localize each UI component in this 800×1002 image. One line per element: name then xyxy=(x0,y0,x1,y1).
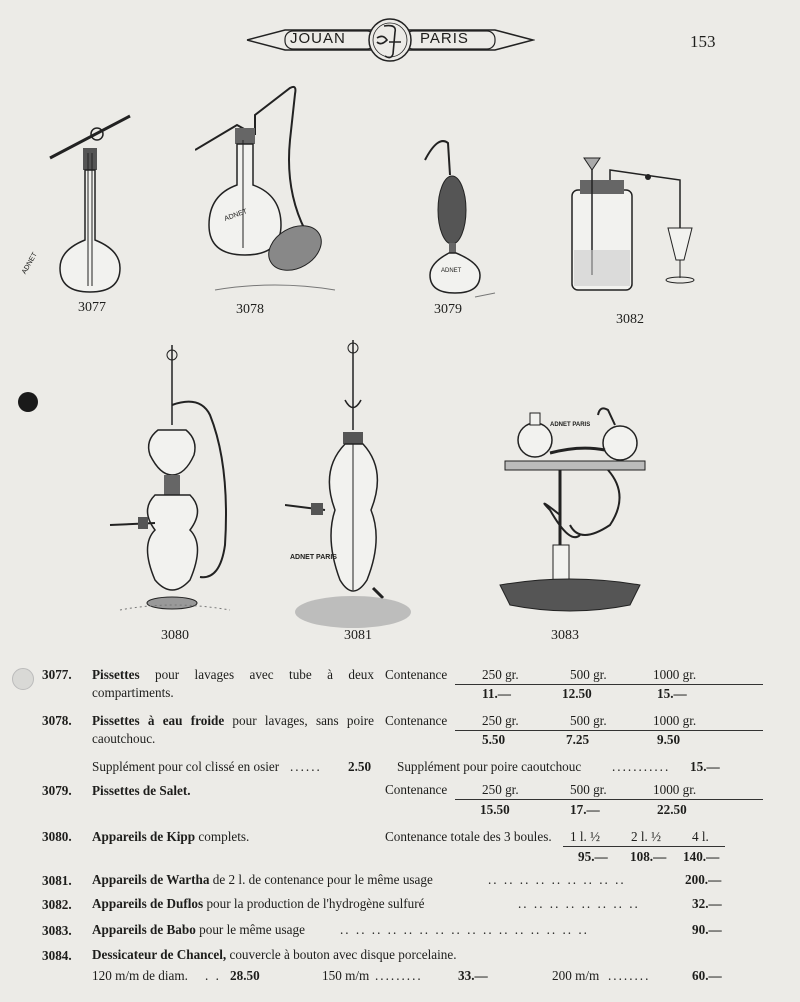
size-3080-1: 1 l. ½ xyxy=(570,829,601,844)
leader-3084-1: . . xyxy=(205,968,221,983)
capacity-label-3077: Contenance xyxy=(385,667,448,682)
price-3077-2: 12.50 xyxy=(562,686,592,701)
entry-title-3082: Appareils de Duflos xyxy=(92,896,204,911)
adnet-paris-mark-3081: ADNET PARIS xyxy=(290,554,337,561)
capacity-label-3079: Contenance xyxy=(385,782,448,797)
entry-desc-3077 xyxy=(92,666,374,702)
entry-text-3077: pour lavages avec tube à deux compartiments. xyxy=(92,667,374,700)
adnet-mark-3077: ADNET xyxy=(20,251,39,276)
size-3080-3: 4 l. xyxy=(692,829,709,844)
entry-text-3083: pour le même usage xyxy=(195,922,305,937)
entry-title-3079: Pissettes de Salet. xyxy=(92,783,191,798)
price-3078-3: 9.50 xyxy=(657,732,681,747)
supplement-bulb-leader: ........... xyxy=(612,759,671,774)
supplement-wicker-price: 2.50 xyxy=(348,759,372,774)
entry-number-3083: 3083. xyxy=(42,923,72,938)
entry-number-3077: 3077. xyxy=(42,667,72,682)
figure-label-3081: 3081 xyxy=(344,628,372,643)
capacity-label-3078: Contenance xyxy=(385,713,448,728)
logo-text-right: PARIS xyxy=(420,30,469,47)
price-3081: 200.— xyxy=(685,872,722,887)
figure-label-3079: 3079 xyxy=(434,302,462,317)
price-3084-2: 33.— xyxy=(458,968,488,983)
leader-3082: .. .. .. .. .. .. .. .. xyxy=(518,896,640,911)
capacity-label-3080: Contenance totale des 3 boules. xyxy=(385,829,552,844)
figure-label-3083: 3083 xyxy=(551,628,579,643)
entry-number-3079: 3079. xyxy=(42,783,72,798)
entry-number-3084: 3084. xyxy=(42,948,72,963)
entry-number-3082: 3082. xyxy=(42,897,72,912)
price-3080-1: 95.— xyxy=(578,849,608,864)
entry-number-3078: 3078. xyxy=(42,713,72,728)
size-3084-1: 120 m/m de diam. xyxy=(92,968,188,983)
entry-title-3084: Dessicateur de Chancel, xyxy=(92,947,227,962)
rule-3078 xyxy=(455,730,763,731)
entry-title-3083: Appareils de Babo xyxy=(92,922,196,937)
supplement-bulb-price: 15.— xyxy=(690,759,720,774)
leader-3083: .. .. .. .. .. .. .. .. .. .. .. .. .. .. .. .. xyxy=(340,922,589,937)
entry-text-3080: complets. xyxy=(195,829,250,844)
price-3084-3: 60.— xyxy=(692,968,722,983)
price-3077-1: 11.— xyxy=(482,686,511,701)
figure-label-3078: 3078 xyxy=(236,302,264,317)
size-3079-3: 1000 gr. xyxy=(653,782,697,797)
leader-3081: .. .. .. .. .. .. .. .. .. xyxy=(488,872,626,887)
size-3084-3: 200 m/m xyxy=(552,968,600,983)
leader-3084-3: ........ xyxy=(608,968,651,983)
figure-label-3080: 3080 xyxy=(161,628,189,643)
entry-title-3077: Pissettes xyxy=(92,667,140,682)
page-number: 153 xyxy=(690,32,716,51)
entry-title-3080: Appareils de Kipp xyxy=(92,829,196,844)
price-3078-2: 7.25 xyxy=(566,732,590,747)
price-3080-2: 108.— xyxy=(630,849,667,864)
price-3084-1: 28.50 xyxy=(230,968,260,983)
entry-desc-3078 xyxy=(92,712,374,748)
size-3079-1: 250 gr. xyxy=(482,782,519,797)
entry-number-3080: 3080. xyxy=(42,829,72,844)
adnet-mark-3079: ADNET xyxy=(441,268,462,274)
adnet-paris-mark-3083: ADNET PARIS xyxy=(550,422,591,428)
entry-desc-3083 xyxy=(92,922,305,938)
entry-desc-3084 xyxy=(92,947,457,963)
price-3080-3: 140.— xyxy=(683,849,720,864)
entry-title-3078: Pissettes à eau froide xyxy=(92,713,225,728)
rule-3080 xyxy=(563,846,725,847)
supplement-bulb-text: Supplément pour poire caoutchouc xyxy=(397,759,582,774)
entry-text-3082: pour la production de l'hydrogène sulfuré xyxy=(203,896,425,911)
price-3079-1: 15.50 xyxy=(480,802,510,817)
size-3078-1: 250 gr. xyxy=(482,713,519,728)
entry-desc-3079 xyxy=(92,782,374,800)
supplement-wicker-leader: ...... xyxy=(290,759,322,774)
rule-3077 xyxy=(455,684,763,685)
price-3079-2: 17.— xyxy=(570,802,600,817)
figure-label-3082: 3082 xyxy=(616,312,644,327)
entry-text-3084: couvercle à bouton avec disque porcelaine. xyxy=(226,947,457,962)
size-3077-3: 1000 gr. xyxy=(653,667,697,682)
rule-3079 xyxy=(455,799,763,800)
size-3078-3: 1000 gr. xyxy=(653,713,697,728)
size-3084-2: 150 m/m xyxy=(322,968,370,983)
price-3077-3: 15.— xyxy=(657,686,687,701)
leader-3084-2: ......... xyxy=(375,968,423,983)
figure-label-3077: 3077 xyxy=(78,300,106,315)
price-3082: 32.— xyxy=(692,896,722,911)
entry-desc-3080 xyxy=(92,828,374,846)
entry-text-3081: de 2 l. de contenance pour le même usage xyxy=(209,872,433,887)
entry-desc-3082 xyxy=(92,896,425,912)
logo-text-left: JOUAN xyxy=(290,30,346,47)
size-3077-2: 500 gr. xyxy=(570,667,607,682)
size-3078-2: 500 gr. xyxy=(570,713,607,728)
entry-desc-3081 xyxy=(92,872,433,888)
entry-text-3078: pour lavages, sans poire caoutchouc. xyxy=(92,713,374,746)
price-3079-3: 22.50 xyxy=(657,802,687,817)
size-3077-1: 250 gr. xyxy=(482,667,519,682)
entry-title-3081: Appareils de Wartha xyxy=(92,872,210,887)
price-3078-1: 5.50 xyxy=(482,732,506,747)
price-3083: 90.— xyxy=(692,922,722,937)
entry-number-3081: 3081. xyxy=(42,873,72,888)
size-3080-2: 2 l. ½ xyxy=(631,829,662,844)
size-3079-2: 500 gr. xyxy=(570,782,607,797)
supplement-wicker-text: Supplément pour col clissé en osier xyxy=(92,759,280,774)
adnet-mark-3078: ADNET xyxy=(223,208,249,223)
